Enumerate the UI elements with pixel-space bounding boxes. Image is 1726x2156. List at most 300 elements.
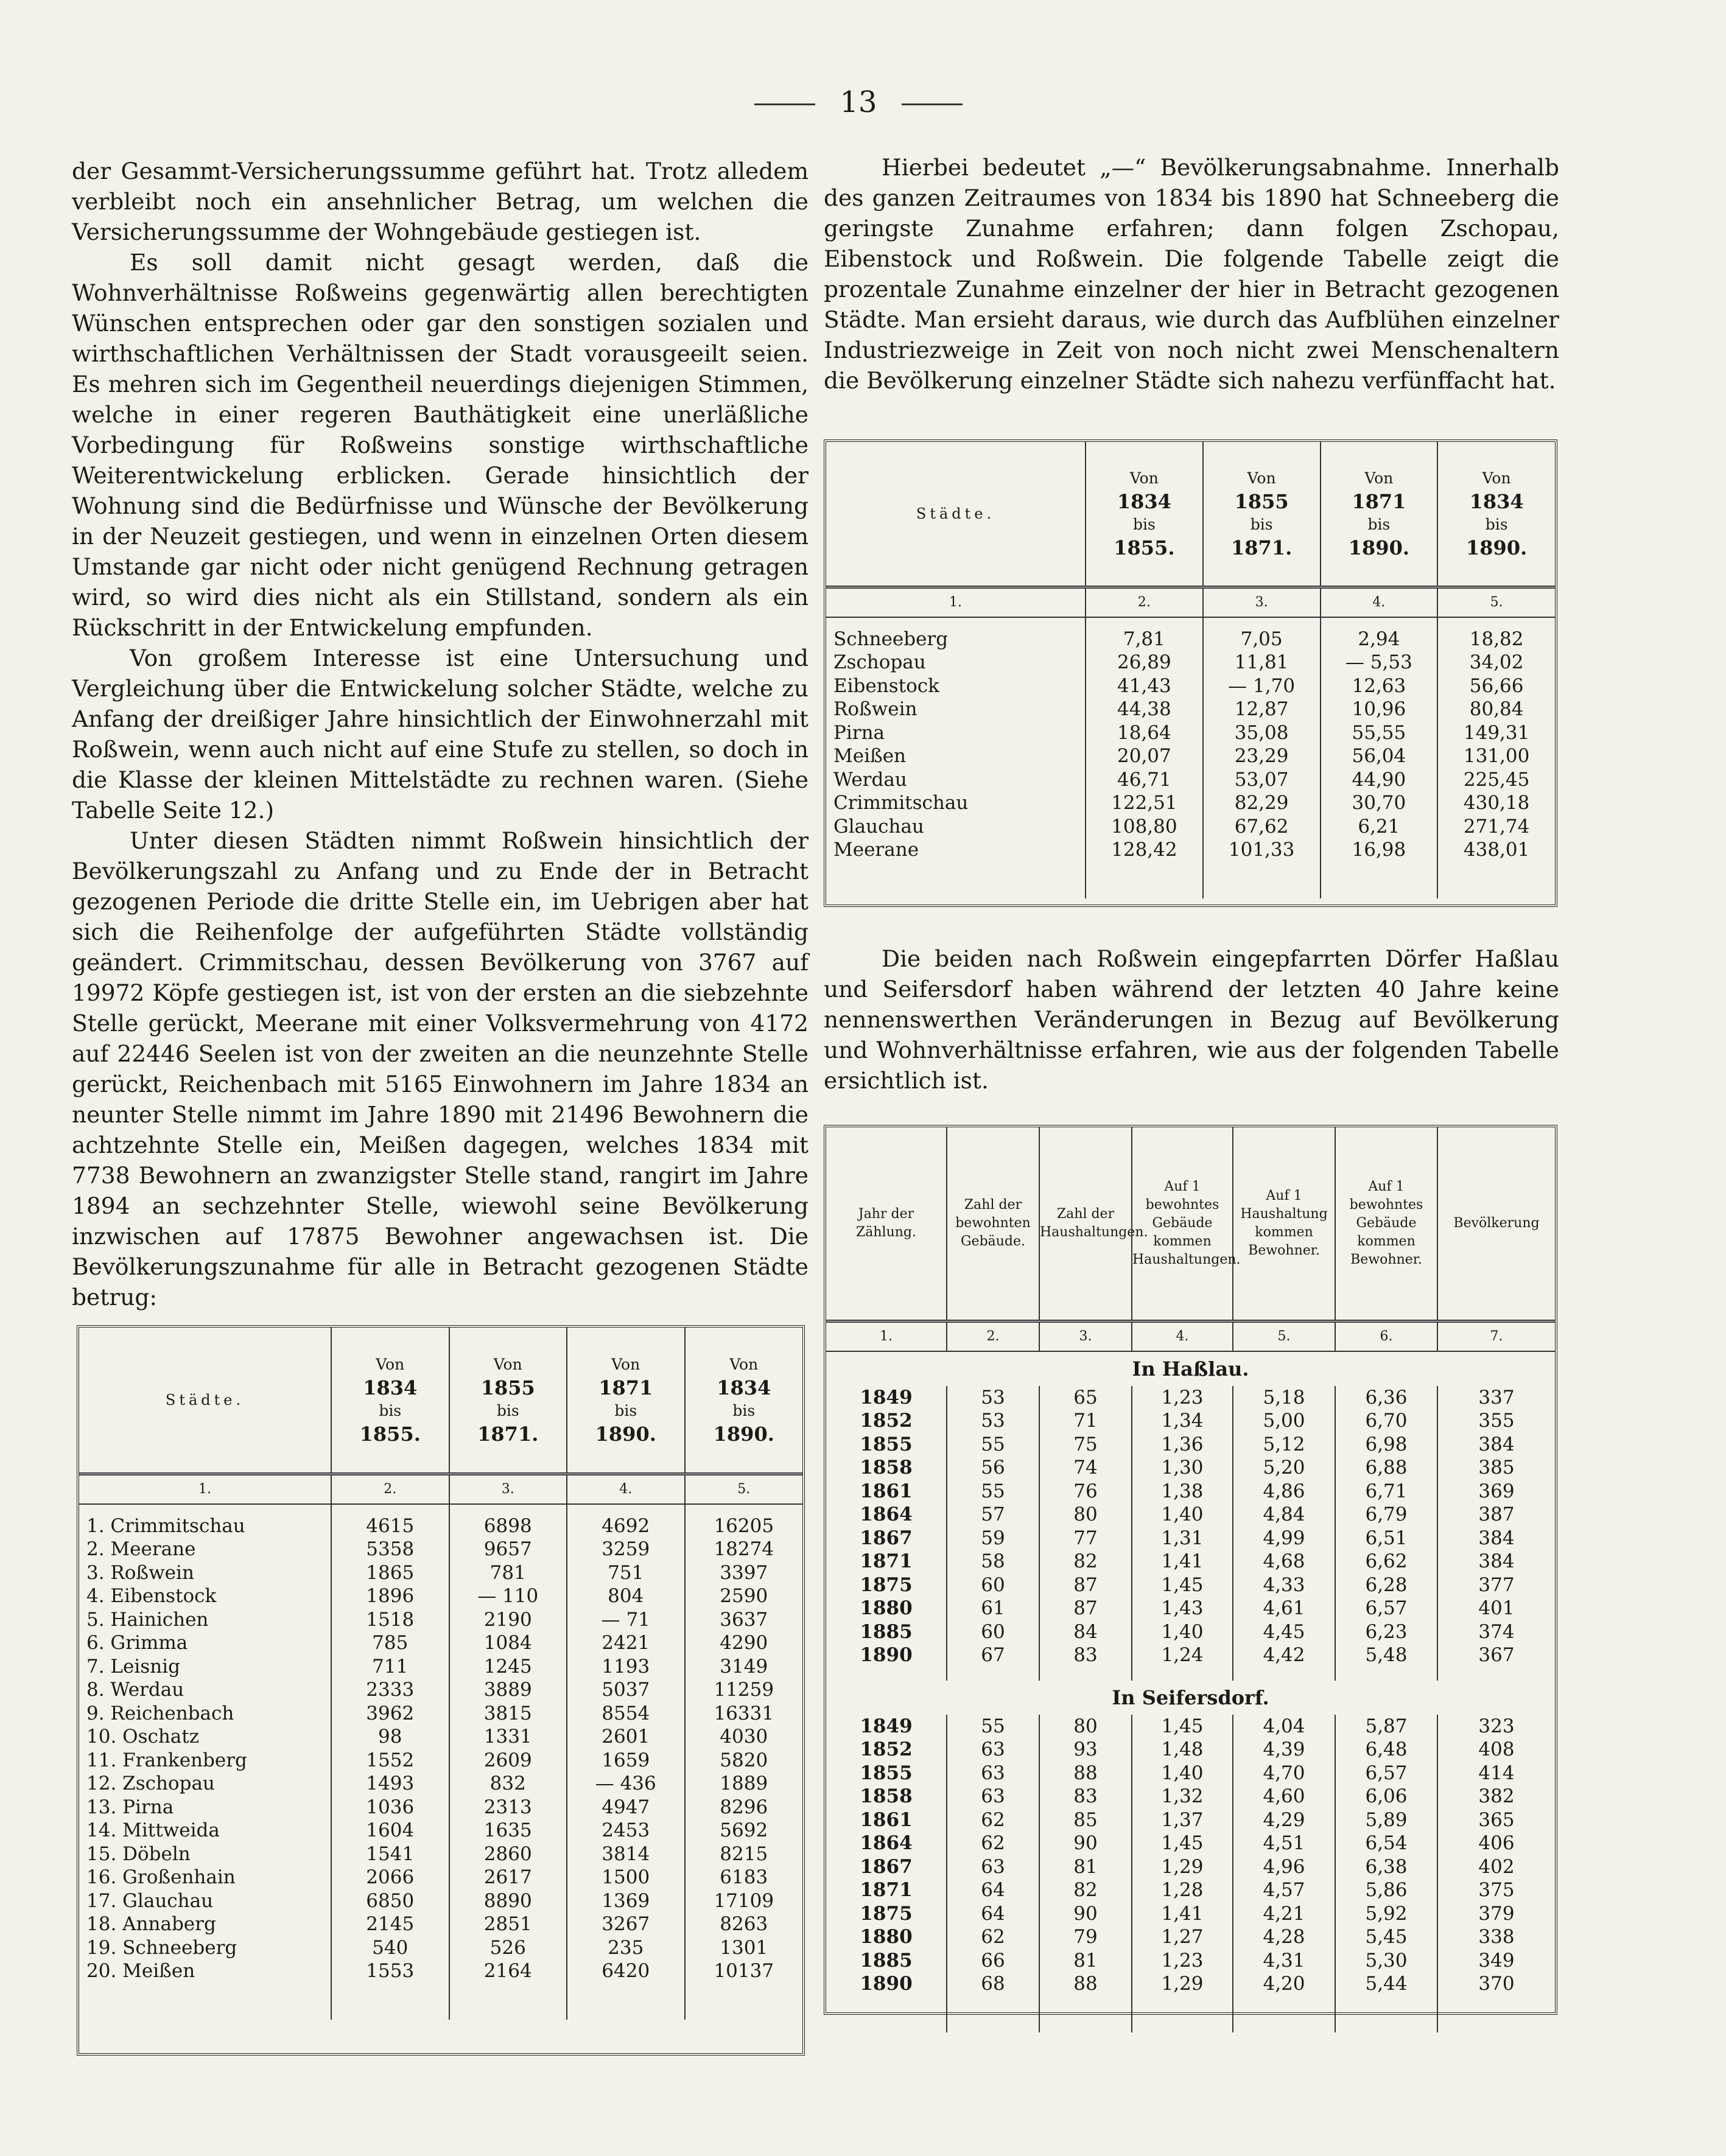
city-name: 1. Crimmitschau <box>86 1514 245 1537</box>
year-cell: 1885 <box>860 1949 913 1972</box>
cell-value: 59 <box>947 1527 1039 1550</box>
cell-value: 18,82 <box>1437 617 1555 651</box>
table-row <box>826 617 1555 651</box>
cell-value: 5820 <box>685 1749 803 1773</box>
cell-value: 5,20 <box>1233 1456 1335 1480</box>
cell-value: 6850 <box>331 1889 449 1913</box>
table-row <box>826 1620 1555 1644</box>
right-column-text-top <box>824 152 1559 396</box>
table-row <box>79 1678 802 1702</box>
cell-value: 1,28 <box>1132 1878 1233 1902</box>
cell-value: 832 <box>449 1772 567 1796</box>
table-row <box>79 1913 802 1936</box>
cell-value: 438,01 <box>1437 838 1555 862</box>
column-number: 1. <box>826 587 1086 617</box>
paragraph: Von großem Interesse ist eine Untersuchung und Vergleichung über die Entwickelung solcher Städte, welche zu Anfang der dreißiger Jahre hinsichtlich der Einwohnerzahl mit Roßwein, wenn auch nicht auf eine Stufe zu stellen, so doch in die Klasse der kleinen Mittelstädte zu rechnen waren. (Siehe Tabelle Seite 12.) <box>72 645 809 824</box>
cell-value: 1,30 <box>1132 1456 1233 1480</box>
cell-value: 6,62 <box>1335 1550 1437 1573</box>
section-title: In Haßlau. <box>1132 1357 1249 1381</box>
cell-value: 44,38 <box>1086 698 1203 721</box>
column-header-cities: Städte. <box>826 442 1086 587</box>
cell-value: 5,86 <box>1335 1878 1437 1902</box>
city-name: Werdau <box>833 768 907 791</box>
cell-value: 6,70 <box>1335 1409 1437 1433</box>
year-cell: 1849 <box>860 1715 913 1737</box>
year-cell: 1867 <box>860 1855 913 1878</box>
city-name: 19. Schneeberg <box>86 1936 237 1959</box>
cell-value: 2333 <box>331 1678 449 1702</box>
paragraph: Es soll damit nicht gesagt werden, daß die Wohnverhältnisse Roßweins gegenwärtig allen berechtigten Wünschen entsprechen oder gar den sonstigen sozialen und wirthschaftlichen Verhältnissen der Stadt vorausgeeilt seien. Es mehren sich im Gegentheil neuerdings diejenigen Stimmen, welche in einer regeren Bauthätigkeit eine unerläßliche Vorbedingung für Roßweins sonstige wirthschaftliche Weiterentwickelung erblicken. Gerade hinsichtlich der Wohnung sind die Bedürfnisse und Wünsche der Bevölkerung in der Neuzeit gestiegen, und wenn in einzelnen Orten diesem Umstande gar nicht oder nicht genügend Rechnung getragen wird, so wird dies nicht als ein Stillstand, sondern als ein Rückschritt in der Entwickelung empfunden. <box>72 249 809 641</box>
cell-value: 370 <box>1437 1972 1555 1996</box>
cell-value: 369 <box>1437 1480 1555 1503</box>
cell-value: 16,98 <box>1321 838 1438 862</box>
cell-value: 225,45 <box>1437 768 1555 792</box>
section-title: In Seifersdorf. <box>1112 1685 1269 1709</box>
cell-value: 26,89 <box>1086 651 1203 674</box>
table-row <box>79 1608 802 1632</box>
year-cell: 1861 <box>860 1480 913 1502</box>
cell-value: 53 <box>947 1409 1039 1433</box>
cell-value: — 110 <box>449 1584 567 1608</box>
city-name: Eibenstock <box>833 674 939 697</box>
year-cell: 1885 <box>860 1620 913 1643</box>
table-row <box>826 1503 1555 1527</box>
cell-value: 430,18 <box>1437 791 1555 815</box>
paragraph: der Gesammt-Versicherungssumme geführt hat. Trotz alledem verbleibt noch ein ansehnlicher Betrag, um welchen die Versicherungssumme der Wohngebäude gestiegen ist. <box>72 158 809 245</box>
cell-value: 1,27 <box>1132 1925 1233 1949</box>
city-name: 10. Oschatz <box>86 1726 200 1748</box>
table-row <box>826 1972 1555 1996</box>
cell-value: 4,60 <box>1233 1785 1335 1808</box>
cell-value: 337 <box>1437 1386 1555 1410</box>
cell-value: 67 <box>947 1643 1039 1667</box>
table-row <box>826 744 1555 768</box>
cell-value: 4,57 <box>1233 1878 1335 1902</box>
cell-value: 4,33 <box>1233 1573 1335 1597</box>
paragraph: Die beiden nach Roßwein eingepfarrten Dörfer Haßlau und Seifersdorf haben während der letzten 40 Jahre keine nennenswerthen Veränderungen in Bezug auf Bevölkerung und Wohnverhältnisse erfahren, wie aus der folgenden Tabelle ersichtlich ist. <box>824 945 1559 1094</box>
cell-value: 18,64 <box>1086 721 1203 745</box>
year-cell: 1858 <box>860 1785 913 1807</box>
table-row <box>826 1550 1555 1573</box>
cell-value: 5,89 <box>1335 1808 1437 1832</box>
table-row <box>826 1878 1555 1902</box>
cell-value: 365 <box>1437 1808 1555 1832</box>
cell-value: 1,41 <box>1132 1902 1233 1926</box>
cell-value: 12,87 <box>1203 698 1321 721</box>
cell-value: 2617 <box>449 1866 567 1889</box>
cell-value: 8263 <box>685 1913 803 1936</box>
cell-value: 3267 <box>567 1913 685 1936</box>
column-number: 5. <box>1437 587 1555 617</box>
column-number: 7. <box>1437 1321 1555 1351</box>
table-row <box>79 1655 802 1679</box>
year-cell: 1864 <box>860 1832 913 1854</box>
cell-value: 4,04 <box>1233 1715 1335 1738</box>
cell-value: 4,99 <box>1233 1527 1335 1550</box>
cell-value: 1331 <box>449 1725 567 1749</box>
cell-value: 6,57 <box>1335 1762 1437 1785</box>
cell-value: 5,12 <box>1233 1433 1335 1457</box>
cell-value: 2421 <box>567 1631 685 1655</box>
cell-value: 2851 <box>449 1913 567 1936</box>
cell-value: 3259 <box>567 1538 685 1561</box>
cell-value: 84 <box>1039 1620 1132 1644</box>
cell-value: — 436 <box>567 1772 685 1796</box>
cell-value: 3397 <box>685 1561 803 1585</box>
table-row <box>79 1889 802 1913</box>
cell-value: 88 <box>1039 1762 1132 1785</box>
cell-value: 122,51 <box>1086 791 1203 815</box>
table-row <box>826 1386 1555 1410</box>
table-row <box>826 1762 1555 1785</box>
cell-value: 16205 <box>685 1504 803 1538</box>
year-cell: 1875 <box>860 1902 913 1925</box>
cell-value: 81 <box>1039 1949 1132 1973</box>
cell-value: 1,36 <box>1132 1433 1233 1457</box>
cell-value: 5037 <box>567 1678 685 1702</box>
cell-value: 6,79 <box>1335 1503 1437 1527</box>
cell-value: 6,28 <box>1335 1573 1437 1597</box>
table-row <box>79 1959 802 1983</box>
cell-value: 4,39 <box>1233 1738 1335 1762</box>
cell-value: 60 <box>947 1620 1039 1644</box>
table-filler-row <box>826 862 1555 898</box>
cell-value: 6420 <box>567 1959 685 1983</box>
cell-value: 3962 <box>331 1702 449 1726</box>
table-row <box>79 1561 802 1585</box>
population-increase-table <box>77 1325 805 2056</box>
cell-value: 349 <box>1437 1949 1555 1973</box>
cell-value: 149,31 <box>1437 721 1555 745</box>
table-row <box>826 651 1555 674</box>
city-name: 12. Zschopau <box>86 1773 215 1794</box>
cell-value: 1,38 <box>1132 1480 1233 1503</box>
cell-value: 785 <box>331 1631 449 1655</box>
cell-value: 74 <box>1039 1456 1132 1480</box>
cell-value: 4,29 <box>1233 1808 1335 1832</box>
table-row <box>826 1855 1555 1879</box>
city-name: 4. Eibenstock <box>86 1585 217 1607</box>
cell-value: 5,48 <box>1335 1643 1437 1667</box>
column-number: 6. <box>1335 1321 1437 1351</box>
year-cell: 1852 <box>860 1738 913 1760</box>
cell-value: — 1,70 <box>1203 674 1321 698</box>
cell-value: 526 <box>449 1936 567 1960</box>
cell-value: 2453 <box>567 1819 685 1843</box>
column-number: 2. <box>331 1474 449 1504</box>
cell-value: 6183 <box>685 1866 803 1889</box>
cell-value: 377 <box>1437 1573 1555 1597</box>
city-name: 13. Pirna <box>86 1796 174 1818</box>
cell-value: 1,29 <box>1132 1855 1233 1879</box>
villages-table <box>824 1125 1557 2015</box>
city-name: Meißen <box>833 745 907 767</box>
cell-value: 66 <box>947 1949 1039 1973</box>
cell-value: 108,80 <box>1086 815 1203 839</box>
cell-value: 804 <box>567 1584 685 1608</box>
table-row <box>826 1832 1555 1855</box>
cell-value: 53 <box>947 1386 1039 1410</box>
cell-value: 58 <box>947 1550 1039 1573</box>
cell-value: 88 <box>1039 1972 1132 1996</box>
cell-value: 387 <box>1437 1503 1555 1527</box>
cell-value: 5,92 <box>1335 1902 1437 1926</box>
cell-value: 6,71 <box>1335 1480 1437 1503</box>
city-name: 7. Leisnig <box>86 1655 180 1678</box>
city-name: 9. Reichenbach <box>86 1702 234 1724</box>
cell-value: 63 <box>947 1738 1039 1762</box>
city-name: 20. Meißen <box>86 1960 195 1982</box>
column-header-period: Von 1834 bis 1855. <box>1086 442 1203 587</box>
cell-value: 402 <box>1437 1855 1555 1879</box>
cell-value: 1553 <box>331 1959 449 1983</box>
cell-value: 6,88 <box>1335 1456 1437 1480</box>
cell-value: 53,07 <box>1203 768 1321 792</box>
cell-value: 18274 <box>685 1538 803 1561</box>
column-header-period: Von 1855 bis 1871. <box>1203 442 1321 587</box>
year-cell: 1871 <box>860 1550 913 1572</box>
right-column-text-middle <box>824 943 1559 1096</box>
cell-value: 10137 <box>685 1959 803 1983</box>
cell-value: 55 <box>947 1715 1039 1738</box>
cell-value: 71 <box>1039 1409 1132 1433</box>
city-name: Glauchau <box>833 815 924 838</box>
year-cell: 1867 <box>860 1527 913 1549</box>
cell-value: 6,06 <box>1335 1785 1437 1808</box>
cell-value: 30,70 <box>1321 791 1438 815</box>
table-row <box>826 698 1555 721</box>
cell-value: 11259 <box>685 1678 803 1702</box>
cell-value: 6,51 <box>1335 1527 1437 1550</box>
cell-value: 34,02 <box>1437 651 1555 674</box>
cell-value: 56,66 <box>1437 674 1555 698</box>
cell-value: 128,42 <box>1086 838 1203 862</box>
cell-value: 8890 <box>449 1889 567 1913</box>
cell-value: 90 <box>1039 1902 1132 1926</box>
left-column-text <box>72 156 809 1312</box>
cell-value: 82 <box>1039 1878 1132 1902</box>
cell-value: 379 <box>1437 1902 1555 1926</box>
city-name: Pirna <box>833 721 885 744</box>
cell-value: 23,29 <box>1203 744 1321 768</box>
cell-value: 2860 <box>449 1843 567 1866</box>
cell-value: 5,30 <box>1335 1949 1437 1973</box>
cell-value: 1,40 <box>1132 1503 1233 1527</box>
cell-value: 5,45 <box>1335 1925 1437 1949</box>
cell-value: 1,37 <box>1132 1808 1233 1832</box>
cell-value: 46,71 <box>1086 768 1203 792</box>
cell-value: 1659 <box>567 1749 685 1773</box>
cell-value: 2164 <box>449 1959 567 1983</box>
cell-value: 61 <box>947 1597 1039 1620</box>
cell-value: 1,48 <box>1132 1738 1233 1762</box>
table-row <box>79 1843 802 1866</box>
cell-value: 5,00 <box>1233 1409 1335 1433</box>
cell-value: 63 <box>947 1785 1039 1808</box>
column-number: 3. <box>449 1474 567 1504</box>
cell-value: 4,61 <box>1233 1597 1335 1620</box>
cell-value: 3637 <box>685 1608 803 1632</box>
percent-increase-table <box>824 439 1557 907</box>
cell-value: 1,40 <box>1132 1620 1233 1644</box>
cell-value: 3149 <box>685 1655 803 1679</box>
column-header-cities: Städte. <box>79 1328 331 1474</box>
column-number: 1. <box>826 1321 947 1351</box>
section-heading-row <box>826 1351 1555 1386</box>
table-row <box>79 1749 802 1773</box>
city-name: 16. Großenhain <box>86 1866 236 1888</box>
cell-value: 80,84 <box>1437 698 1555 721</box>
year-cell: 1880 <box>860 1926 913 1948</box>
cell-value: 56 <box>947 1456 1039 1480</box>
cell-value: 1301 <box>685 1936 803 1960</box>
year-cell: 1855 <box>860 1762 913 1784</box>
cell-value: 1,32 <box>1132 1785 1233 1808</box>
column-number: 1. <box>79 1474 331 1504</box>
cell-value: 44,90 <box>1321 768 1438 792</box>
table-row <box>826 1738 1555 1762</box>
table-row <box>826 1527 1555 1550</box>
cell-value: 12,63 <box>1321 674 1438 698</box>
cell-value: 1036 <box>331 1796 449 1819</box>
cell-value: 1,43 <box>1132 1597 1233 1620</box>
city-name: 18. Annaberg <box>86 1913 216 1935</box>
cell-value: 1,40 <box>1132 1762 1233 1785</box>
cell-value: 6,48 <box>1335 1738 1437 1762</box>
column-header-residents-per-building: Auf 1 bewohntes Gebäude kommen Bewohner. <box>1335 1127 1437 1321</box>
cell-value: 4947 <box>567 1796 685 1819</box>
column-number: 3. <box>1039 1321 1132 1351</box>
year-cell: 1890 <box>860 1973 913 1995</box>
cell-value: 90 <box>1039 1832 1132 1855</box>
cell-value: 5358 <box>331 1538 449 1561</box>
cell-value: 4,68 <box>1233 1550 1335 1573</box>
cell-value: 1,45 <box>1132 1573 1233 1597</box>
table-row <box>79 1796 802 1819</box>
cell-value: 5,87 <box>1335 1715 1437 1738</box>
table-row <box>826 1433 1555 1457</box>
cell-value: 374 <box>1437 1620 1555 1644</box>
cell-value: 406 <box>1437 1832 1555 1855</box>
table-row <box>79 1538 802 1561</box>
cell-value: 76 <box>1039 1480 1132 1503</box>
cell-value: 711 <box>331 1655 449 1679</box>
cell-value: 93 <box>1039 1738 1132 1762</box>
column-number: 4. <box>1132 1321 1233 1351</box>
cell-value: 384 <box>1437 1550 1555 1573</box>
cell-value: 1245 <box>449 1655 567 1679</box>
table-row <box>826 1409 1555 1433</box>
cell-value: 384 <box>1437 1527 1555 1550</box>
cell-value: 80 <box>1039 1503 1132 1527</box>
cell-value: 5,18 <box>1233 1386 1335 1410</box>
table-row <box>826 721 1555 745</box>
column-number: 5. <box>1233 1321 1335 1351</box>
cell-value: 57 <box>947 1503 1039 1527</box>
table-row <box>826 815 1555 839</box>
table-row <box>826 1715 1555 1738</box>
cell-value: 751 <box>567 1561 685 1585</box>
cell-value: 5692 <box>685 1819 803 1843</box>
cell-value: 1865 <box>331 1561 449 1585</box>
cell-value: 6,36 <box>1335 1386 1437 1410</box>
cell-value: 1,23 <box>1132 1949 1233 1973</box>
cell-value: 4,51 <box>1233 1832 1335 1855</box>
cell-value: 1,29 <box>1132 1972 1233 1996</box>
table-row <box>79 1725 802 1749</box>
cell-value: 338 <box>1437 1925 1555 1949</box>
table-filler-row <box>79 1983 802 2020</box>
cell-value: 4,86 <box>1233 1480 1335 1503</box>
cell-value: 55,55 <box>1321 721 1438 745</box>
cell-value: 4,20 <box>1233 1972 1335 1996</box>
year-cell: 1852 <box>860 1410 913 1432</box>
column-header-period: Von 1834 bis 1890. <box>685 1328 803 1474</box>
year-cell: 1849 <box>860 1386 913 1409</box>
cell-value: 5,44 <box>1335 1972 1437 1996</box>
table-row <box>79 1819 802 1843</box>
cell-value: 56,04 <box>1321 744 1438 768</box>
cell-value: 6,57 <box>1335 1597 1437 1620</box>
cell-value: 98 <box>331 1725 449 1749</box>
cell-value: 67,62 <box>1203 815 1321 839</box>
cell-value: 80 <box>1039 1715 1132 1738</box>
year-cell: 1861 <box>860 1808 913 1831</box>
cell-value: 1604 <box>331 1819 449 1843</box>
cell-value: 4615 <box>331 1504 449 1538</box>
year-cell: 1880 <box>860 1597 913 1619</box>
section-heading-row <box>826 1681 1555 1715</box>
year-cell: 1871 <box>860 1879 913 1901</box>
city-name: 2. Meerane <box>86 1538 196 1560</box>
cell-value: 1552 <box>331 1749 449 1773</box>
table-row <box>826 1480 1555 1503</box>
table-row <box>79 1702 802 1726</box>
city-name: 15. Döbeln <box>86 1843 191 1865</box>
cell-value: 4,45 <box>1233 1620 1335 1644</box>
paragraph: Unter diesen Städten nimmt Roßwein hinsichtlich der Bevölkerungszahl zu Anfang und zu Ende der in Betracht gezogenen Periode die dritte Stelle ein, im Uebrigen aber hat sich die Reihenfolge der aufgeführten Städte vollständig geändert. Crimmitschau, dessen Bevölkerung von 3767 auf 19972 Köpfe gestiegen ist, ist von der ersten an die siebzehnte Stelle gerückt, Meerane mit einer Volksvermehrung von 4172 auf 22446 Seelen ist von der zweiten an die neunzehnte Stelle gerückt, Reichenbach mit 5165 Einwohnern im Jahre 1834 an neunter Stelle nimmt im Jahre 1890 mit 21496 Bewohnern die achtzehnte Stelle ein, Meißen dagegen, welches 1834 mit 7738 Bewohnern an zwanzigster Stelle stand, rangirt im Jahre 1894 an sechzehnter Stelle, wiewohl seine Bevölkerung inzwischen auf 17875 Bewohner angewachsen ist. Die Bevölkerungszunahme für alle in Betracht gezogenen Städte betrug: <box>72 827 809 1311</box>
cell-value: 77 <box>1039 1527 1132 1550</box>
column-header-period: Von 1834 bis 1890. <box>1437 442 1555 587</box>
cell-value: 6,54 <box>1335 1832 1437 1855</box>
cell-value: 4,70 <box>1233 1762 1335 1785</box>
cell-value: 2066 <box>331 1866 449 1889</box>
paragraph: Hierbei bedeutet „—“ Bevölkerungsabnahme. Innerhalb des ganzen Zeitraumes von 1834 bis 1890 hat Schneeberg die geringste Zunahme erfahren; dann folgen Zschopau, Eibenstock und Roßwein. Die folgende Tabelle zeigt die prozentale Zunahme einzelner der hier in Betracht gezogenen Städte. Man ersieht daraus, wie durch das Aufblühen einzelner Industriezweige in Zeit von noch nicht zwei Menschenaltern die Bevölkerung einzelner Städte sich nahezu verfünffacht hat. <box>824 154 1559 394</box>
cell-value: 2145 <box>331 1913 449 1936</box>
cell-value: 1541 <box>331 1843 449 1866</box>
cell-value: 382 <box>1437 1785 1555 1808</box>
cell-value: 8296 <box>685 1796 803 1819</box>
cell-value: 3814 <box>567 1843 685 1866</box>
cell-value: 401 <box>1437 1597 1555 1620</box>
cell-value: 131,00 <box>1437 744 1555 768</box>
table-row <box>79 1936 802 1960</box>
table-row <box>826 1573 1555 1597</box>
column-header-households: Zahl der Haushaltungen. <box>1039 1127 1132 1321</box>
cell-value: 235 <box>567 1936 685 1960</box>
year-cell: 1858 <box>860 1457 913 1479</box>
year-cell: 1875 <box>860 1573 913 1596</box>
column-header-period: Von 1871 bis 1890. <box>567 1328 685 1474</box>
cell-value: 384 <box>1437 1433 1555 1457</box>
cell-value: 2590 <box>685 1584 803 1608</box>
cell-value: 63 <box>947 1762 1039 1785</box>
cell-value: 1,45 <box>1132 1715 1233 1738</box>
table-row <box>79 1584 802 1608</box>
cell-value: 6,21 <box>1321 815 1438 839</box>
cell-value: 1889 <box>685 1772 803 1796</box>
year-cell: 1864 <box>860 1503 913 1525</box>
